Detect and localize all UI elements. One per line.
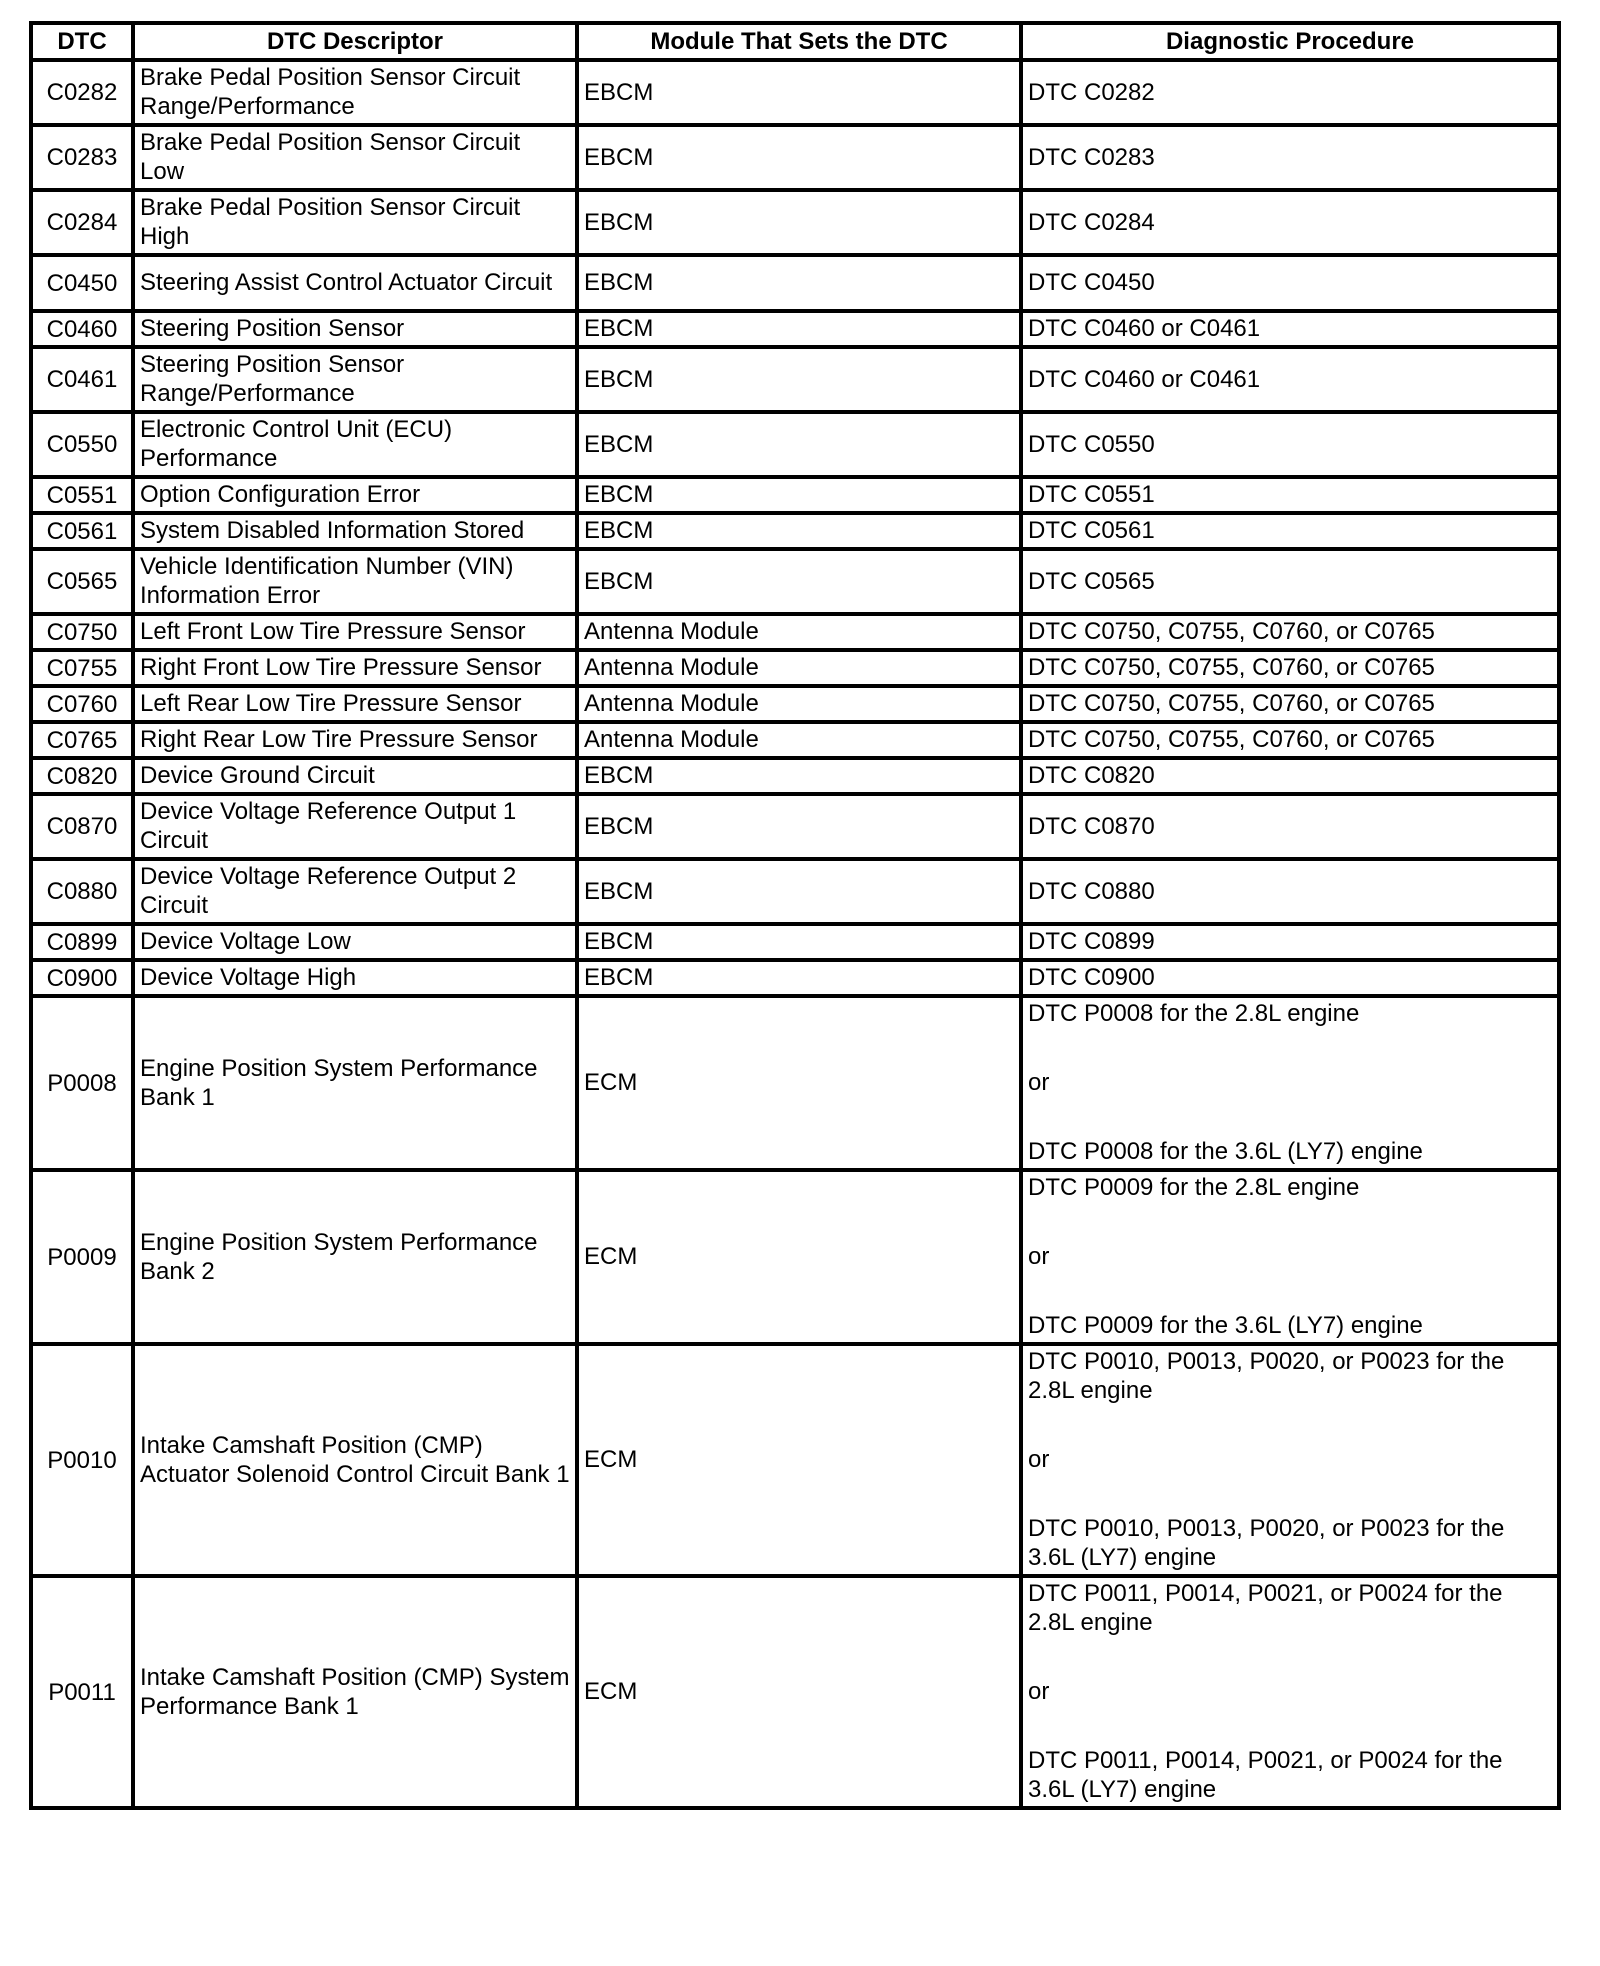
procedure-line: DTC P0008 for the 2.8L engine — [1028, 1000, 1360, 1027]
dtc-code-cell: C0750 — [31, 614, 133, 650]
procedure-spacer — [1028, 1637, 1552, 1677]
diagnostic-procedure-cell: DTC C0899 — [1021, 924, 1559, 960]
procedure-spacer — [1028, 1028, 1552, 1068]
table-row — [31, 960, 1559, 996]
dtc-table — [29, 21, 1561, 1810]
module-cell: EBCM — [577, 190, 1021, 255]
dtc-descriptor-cell: Right Front Low Tire Pressure Sensor — [133, 650, 577, 686]
module-cell: Antenna Module — [577, 614, 1021, 650]
table-header-row — [31, 23, 1559, 60]
module-cell: EBCM — [577, 412, 1021, 477]
procedure-line: DTC P0011, P0014, P0021, or P0024 for the 2.8L engine — [1028, 1580, 1503, 1636]
dtc-descriptor-cell: Brake Pedal Position Sensor Circuit High — [133, 190, 577, 255]
table-row — [31, 650, 1559, 686]
procedure-line: DTC P0010, P0013, P0020, or P0023 for the 2.8L engine — [1028, 1348, 1505, 1404]
module-cell: ECM — [577, 996, 1021, 1170]
dtc-descriptor-cell: Device Voltage Low — [133, 924, 577, 960]
dtc-code-cell: C0900 — [31, 960, 133, 996]
module-cell: ECM — [577, 1576, 1021, 1808]
diagnostic-procedure-cell: DTC C0750, C0755, C0760, or C0765 — [1021, 686, 1559, 722]
module-cell: EBCM — [577, 960, 1021, 996]
diagnostic-procedure-cell: DTC C0561 — [1021, 513, 1559, 549]
table-row — [31, 996, 1559, 1170]
diagnostic-procedure-cell: DTC C0450 — [1021, 255, 1559, 311]
dtc-descriptor-cell: Left Rear Low Tire Pressure Sensor — [133, 686, 577, 722]
diagnostic-procedure-cell — [1021, 1170, 1559, 1344]
procedure-line: or — [1028, 1446, 1050, 1473]
dtc-code-cell: C0820 — [31, 758, 133, 794]
table-row — [31, 1344, 1559, 1576]
dtc-descriptor-cell: Electronic Control Unit (ECU) Performance — [133, 412, 577, 477]
table-row — [31, 722, 1559, 758]
diagnostic-procedure-cell: DTC C0750, C0755, C0760, or C0765 — [1021, 614, 1559, 650]
dtc-code-cell: C0284 — [31, 190, 133, 255]
diagnostic-procedure-cell: DTC C0750, C0755, C0760, or C0765 — [1021, 650, 1559, 686]
dtc-code-cell: C0880 — [31, 859, 133, 924]
procedure-line: DTC P0009 for the 2.8L engine — [1028, 1174, 1360, 1201]
diagnostic-procedure-cell: DTC C0820 — [1021, 758, 1559, 794]
diagnostic-procedure-cell: DTC C0565 — [1021, 549, 1559, 614]
dtc-descriptor-cell: Steering Assist Control Actuator Circuit — [133, 255, 577, 311]
table-row — [31, 794, 1559, 859]
diagnostic-procedure-cell — [1021, 996, 1559, 1170]
module-cell: Antenna Module — [577, 722, 1021, 758]
header-dtc: DTC — [31, 23, 133, 60]
header-module: Module That Sets the DTC — [577, 23, 1021, 60]
dtc-code-cell: C0283 — [31, 125, 133, 190]
procedure-line: DTC P0009 for the 3.6L (LY7) engine — [1028, 1312, 1423, 1339]
dtc-code-cell: C0551 — [31, 477, 133, 513]
dtc-code-cell: C0561 — [31, 513, 133, 549]
dtc-descriptor-cell: Device Voltage High — [133, 960, 577, 996]
dtc-descriptor-cell: Engine Position System Performance Bank 1 — [133, 996, 577, 1170]
module-cell: EBCM — [577, 794, 1021, 859]
dtc-descriptor-cell: Option Configuration Error — [133, 477, 577, 513]
module-cell: EBCM — [577, 347, 1021, 412]
procedure-line: or — [1028, 1678, 1050, 1705]
diagnostic-procedure-cell — [1021, 1344, 1559, 1576]
table-row — [31, 1170, 1559, 1344]
procedure-spacer — [1028, 1202, 1552, 1242]
diagnostic-procedure-cell: DTC C0870 — [1021, 794, 1559, 859]
dtc-code-cell: C0755 — [31, 650, 133, 686]
dtc-code-cell: C0461 — [31, 347, 133, 412]
dtc-code-cell: C0460 — [31, 311, 133, 347]
module-cell: EBCM — [577, 758, 1021, 794]
module-cell: ECM — [577, 1344, 1021, 1576]
table-row — [31, 125, 1559, 190]
module-cell: ECM — [577, 1170, 1021, 1344]
header-diagnostic-procedure: Diagnostic Procedure — [1021, 23, 1559, 60]
dtc-descriptor-cell: System Disabled Information Stored — [133, 513, 577, 549]
table-row — [31, 311, 1559, 347]
table-row — [31, 686, 1559, 722]
diagnostic-procedure-cell: DTC C0900 — [1021, 960, 1559, 996]
module-cell: Antenna Module — [577, 650, 1021, 686]
table-row — [31, 190, 1559, 255]
diagnostic-procedure-cell: DTC C0460 or C0461 — [1021, 311, 1559, 347]
dtc-descriptor-cell: Left Front Low Tire Pressure Sensor — [133, 614, 577, 650]
diagnostic-procedure-cell: DTC C0750, C0755, C0760, or C0765 — [1021, 722, 1559, 758]
diagnostic-procedure-cell: DTC C0551 — [1021, 477, 1559, 513]
module-cell: EBCM — [577, 924, 1021, 960]
table-row — [31, 549, 1559, 614]
procedure-spacer — [1028, 1271, 1552, 1311]
module-cell: Antenna Module — [577, 686, 1021, 722]
table-row — [31, 924, 1559, 960]
dtc-code-cell: C0765 — [31, 722, 133, 758]
dtc-descriptor-cell: Brake Pedal Position Sensor Circuit Range/Performance — [133, 60, 577, 125]
table-body — [31, 60, 1559, 1808]
dtc-code-cell: C0760 — [31, 686, 133, 722]
procedure-spacer — [1028, 1097, 1552, 1137]
diagnostic-procedure-cell: DTC C0550 — [1021, 412, 1559, 477]
table-row — [31, 859, 1559, 924]
dtc-code-cell: P0011 — [31, 1576, 133, 1808]
dtc-descriptor-cell: Vehicle Identification Number (VIN) Information Error — [133, 549, 577, 614]
diagnostic-procedure-cell: DTC C0283 — [1021, 125, 1559, 190]
dtc-descriptor-cell: Engine Position System Performance Bank 2 — [133, 1170, 577, 1344]
header-dtc-descriptor: DTC Descriptor — [133, 23, 577, 60]
module-cell: EBCM — [577, 549, 1021, 614]
procedure-spacer — [1028, 1706, 1552, 1746]
dtc-descriptor-cell: Brake Pedal Position Sensor Circuit Low — [133, 125, 577, 190]
diagnostic-procedure-cell: DTC C0282 — [1021, 60, 1559, 125]
table-row — [31, 60, 1559, 125]
module-cell: EBCM — [577, 859, 1021, 924]
dtc-code-cell: P0009 — [31, 1170, 133, 1344]
dtc-code-cell: P0010 — [31, 1344, 133, 1576]
diagnostic-procedure-cell: DTC C0460 or C0461 — [1021, 347, 1559, 412]
dtc-code-cell: C0282 — [31, 60, 133, 125]
diagnostic-procedure-cell: DTC C0284 — [1021, 190, 1559, 255]
dtc-code-cell: C0899 — [31, 924, 133, 960]
dtc-code-cell: C0870 — [31, 794, 133, 859]
dtc-descriptor-cell: Intake Camshaft Position (CMP) Actuator Solenoid Control Circuit Bank 1 — [133, 1344, 577, 1576]
dtc-descriptor-cell: Steering Position Sensor Range/Performance — [133, 347, 577, 412]
table-row — [31, 614, 1559, 650]
table-row — [31, 255, 1559, 311]
table-row — [31, 1576, 1559, 1808]
dtc-descriptor-cell: Device Voltage Reference Output 1 Circuit — [133, 794, 577, 859]
dtc-descriptor-cell: Device Ground Circuit — [133, 758, 577, 794]
dtc-descriptor-cell: Right Rear Low Tire Pressure Sensor — [133, 722, 577, 758]
procedure-line: or — [1028, 1243, 1050, 1270]
dtc-code-cell: C0450 — [31, 255, 133, 311]
table-row — [31, 513, 1559, 549]
table-row — [31, 477, 1559, 513]
diagnostic-procedure-cell: DTC C0880 — [1021, 859, 1559, 924]
procedure-spacer — [1028, 1405, 1552, 1445]
table-row — [31, 412, 1559, 477]
module-cell: EBCM — [577, 311, 1021, 347]
dtc-descriptor-cell: Steering Position Sensor — [133, 311, 577, 347]
module-cell: EBCM — [577, 513, 1021, 549]
table-row — [31, 347, 1559, 412]
procedure-spacer — [1028, 1474, 1552, 1514]
dtc-code-cell: C0565 — [31, 549, 133, 614]
diagnostic-procedure-cell — [1021, 1576, 1559, 1808]
procedure-line: DTC P0010, P0013, P0020, or P0023 for the 3.6L (LY7) engine — [1028, 1515, 1505, 1571]
dtc-code-cell: C0550 — [31, 412, 133, 477]
module-cell: EBCM — [577, 255, 1021, 311]
dtc-descriptor-cell: Intake Camshaft Position (CMP) System Performance Bank 1 — [133, 1576, 577, 1808]
module-cell: EBCM — [577, 125, 1021, 190]
procedure-line: DTC P0008 for the 3.6L (LY7) engine — [1028, 1138, 1423, 1165]
dtc-code-cell: P0008 — [31, 996, 133, 1170]
procedure-line: or — [1028, 1069, 1050, 1096]
dtc-descriptor-cell: Device Voltage Reference Output 2 Circuit — [133, 859, 577, 924]
module-cell: EBCM — [577, 60, 1021, 125]
module-cell: EBCM — [577, 477, 1021, 513]
procedure-line: DTC P0011, P0014, P0021, or P0024 for the 3.6L (LY7) engine — [1028, 1747, 1503, 1803]
table-row — [31, 758, 1559, 794]
